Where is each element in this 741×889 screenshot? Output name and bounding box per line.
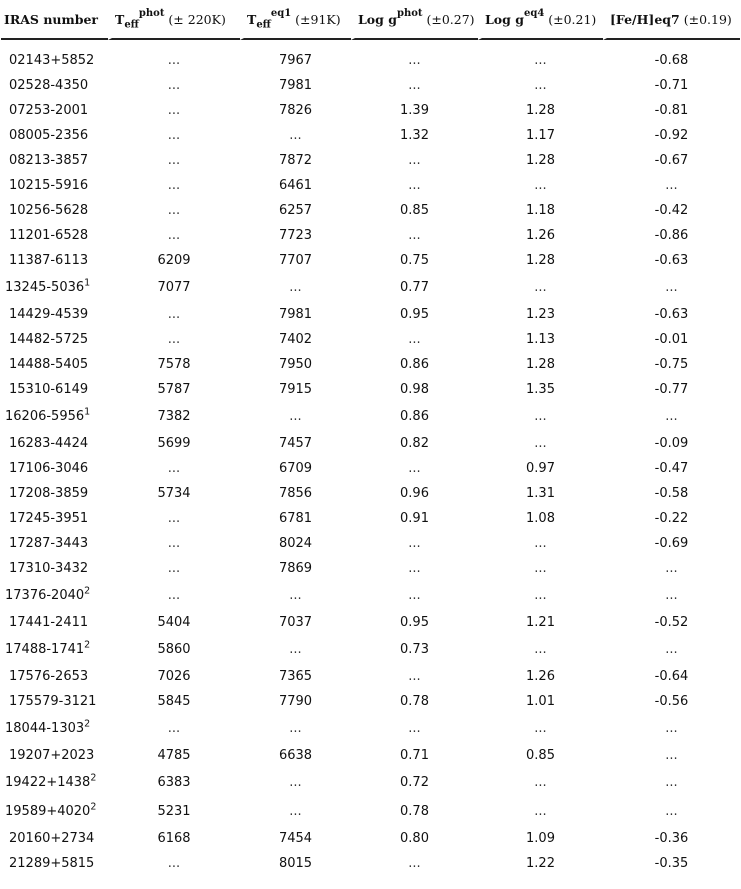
teff-eq1-cell: ...	[289, 128, 302, 143]
logg-eq4-cell: ...	[534, 642, 547, 657]
table-row	[1, 689, 740, 714]
teff-phot-cell: ...	[167, 561, 181, 576]
table-row	[1, 402, 740, 431]
table-row	[1, 581, 740, 610]
teff-phot-cell: 5404	[157, 615, 191, 630]
feh-cell: -0.58	[654, 486, 689, 501]
teff-eq1-cell: 8015	[278, 856, 313, 871]
table-row	[1, 664, 740, 689]
iras-number-cell: 21289+5815	[9, 856, 95, 871]
logg-phot-cell: ...	[408, 332, 421, 347]
feh-cell: -0.68	[654, 53, 689, 68]
teff-eq1-cell: 7365	[278, 669, 313, 684]
teff-eq1-cell: 7037	[278, 615, 313, 630]
iras-number-cell: 17310-3432	[9, 561, 89, 576]
logg-phot-cell: ...	[408, 178, 421, 193]
feh-cell: ...	[665, 748, 678, 763]
iras-number-cell: 19207+2023	[9, 748, 95, 763]
stellar-parameters-table	[1, 0, 740, 876]
iras-number-cell: 175579-3121	[9, 694, 97, 709]
teff-phot-cell: 5231	[157, 804, 191, 819]
table-row	[1, 714, 740, 743]
table-row	[1, 610, 740, 635]
feh-cell: -0.01	[654, 332, 689, 347]
iras-number-cell: 14488-5405	[9, 357, 89, 372]
table-row	[1, 173, 740, 198]
footnote-marker: 2	[84, 585, 91, 597]
logg-phot-cell: 0.85	[400, 203, 429, 218]
logg-phot-cell: 0.91	[400, 511, 429, 526]
teff-phot-cell: ...	[167, 461, 181, 476]
teff-phot-cell: 4785	[157, 748, 191, 763]
table-row	[1, 431, 740, 456]
feh-cell: ...	[665, 178, 678, 193]
column-header-teff-eq1: $T_{eff}^{eq1}$ (±91K)	[240, 0, 351, 40]
logg-phot-cell: 0.96	[400, 486, 429, 501]
teff-eq1-cell: 7454	[278, 831, 313, 846]
teff-eq1-cell: 7872	[278, 153, 313, 168]
feh-cell: -0.64	[654, 669, 689, 684]
teff-phot-cell: ...	[167, 103, 181, 118]
teff-eq1-cell: 7981	[278, 307, 313, 322]
logg-eq4-cell: 1.18	[526, 203, 555, 218]
iras-number-cell: 17576-2653	[9, 669, 89, 684]
teff-phot-cell: 5734	[157, 486, 191, 501]
feh-cell: -0.22	[654, 511, 689, 526]
teff-phot-cell: ...	[167, 228, 181, 243]
feh-cell: -0.47	[654, 461, 689, 476]
feh-cell: -0.86	[654, 228, 689, 243]
iras-number-cell: 20160+2734	[9, 831, 95, 846]
feh-cell: ...	[665, 409, 678, 424]
footnote-marker: 2	[90, 801, 97, 813]
footnote-marker: 2	[84, 718, 91, 730]
logg-eq4-cell: 1.01	[526, 694, 555, 709]
teff-eq1-cell: 6638	[278, 748, 313, 763]
logg-phot-cell: 0.77	[400, 280, 429, 295]
logg-eq4-cell: ...	[534, 804, 547, 819]
logg-eq4-cell: 1.23	[526, 307, 555, 322]
logg-phot-cell: 0.78	[400, 804, 429, 819]
column-header-teff-phot: $T_{eff}^{phot}$ (± 220K)	[108, 0, 240, 40]
iras-number-cell: 11387-6113	[9, 253, 89, 268]
iras-number-cell: 18044-1303$^2$	[5, 718, 91, 736]
logg-eq4-cell: ...	[534, 436, 547, 451]
feh-cell: ...	[665, 588, 678, 603]
teff-phot-cell: ...	[167, 511, 181, 526]
table-row	[1, 635, 740, 664]
table-row	[1, 98, 740, 123]
column-header-feh-eq7: [Fe/H]eq7 (±0.19)	[603, 0, 740, 40]
logg-phot-cell: 0.98	[400, 382, 429, 397]
table-row	[1, 851, 740, 876]
logg-phot-cell: ...	[408, 461, 421, 476]
table-row	[1, 506, 740, 531]
logg-phot-cell: 0.75	[400, 253, 429, 268]
logg-phot-cell: ...	[408, 228, 421, 243]
logg-eq4-cell: 1.17	[526, 128, 555, 143]
iras-number-cell: 07253-2001	[9, 103, 89, 118]
logg-eq4-cell: ...	[534, 721, 547, 736]
iras-number-cell: 10215-5916	[9, 178, 89, 193]
logg-phot-cell: 0.95	[400, 615, 429, 630]
teff-phot-cell: 6168	[157, 831, 191, 846]
teff-eq1-cell: ...	[289, 642, 302, 657]
logg-phot-cell: ...	[408, 536, 421, 551]
table-row	[1, 148, 740, 173]
logg-eq4-cell: 1.21	[526, 615, 555, 630]
teff-phot-cell: 7382	[157, 409, 191, 424]
teff-eq1-cell: 7457	[278, 436, 313, 451]
teff-phot-cell: 6209	[157, 253, 191, 268]
iras-number-cell: $19589+4020^2$	[5, 801, 97, 819]
teff-eq1-cell: 7402	[278, 332, 313, 347]
table-row	[1, 768, 740, 797]
feh-cell: -0.69	[654, 536, 689, 551]
iras-number-cell: 08213-3857	[9, 153, 89, 168]
teff-eq1-cell: 7826	[278, 103, 313, 118]
teff-eq1-cell: ...	[289, 721, 302, 736]
logg-eq4-cell: ...	[534, 775, 547, 790]
teff-phot-cell: 5699	[157, 436, 191, 451]
logg-phot-cell: ...	[408, 53, 421, 68]
feh-cell: -0.63	[654, 253, 689, 268]
logg-phot-cell: ...	[408, 669, 421, 684]
iras-number-cell: 14482-5725	[9, 332, 89, 347]
logg-eq4-cell: 1.13	[526, 332, 555, 347]
teff-eq1-cell: 6257	[278, 203, 313, 218]
table-row	[1, 40, 740, 73]
logg-phot-cell: ...	[408, 856, 421, 871]
logg-phot-cell: 1.39	[400, 103, 429, 118]
logg-phot-cell: ...	[408, 78, 421, 93]
teff-phot-cell: 5860	[157, 642, 191, 657]
iras-number-cell: 17488-1741$^2$	[5, 639, 91, 657]
teff-eq1-cell: ...	[289, 409, 302, 424]
logg-phot-cell: 0.73	[400, 642, 429, 657]
table-row	[1, 456, 740, 481]
logg-phot-cell: 0.82	[400, 436, 429, 451]
feh-cell: -0.36	[654, 831, 689, 846]
table-row	[1, 302, 740, 327]
iras-number-cell: $19422+1438^2$	[5, 772, 97, 790]
feh-cell: -0.77	[654, 382, 689, 397]
logg-eq4-cell: 1.08	[526, 511, 555, 526]
feh-cell: ...	[665, 280, 678, 295]
feh-cell: -0.81	[654, 103, 689, 118]
teff-eq1-cell: 7967	[278, 53, 313, 68]
logg-eq4-cell: 1.35	[526, 382, 555, 397]
logg-phot-cell: ...	[408, 561, 421, 576]
table-row	[1, 123, 740, 148]
teff-phot-cell: ...	[167, 307, 181, 322]
table-row	[1, 223, 740, 248]
teff-eq1-cell: 6709	[278, 461, 313, 476]
teff-eq1-cell: 8024	[278, 536, 313, 551]
teff-phot-cell: ...	[167, 856, 181, 871]
teff-eq1-cell: ...	[289, 775, 302, 790]
iras-number-cell: 17376-2040$^2$	[5, 585, 91, 603]
iras-number-cell: 17208-3859	[9, 486, 89, 501]
iras-number-cell: 13245-5036$^1$	[5, 277, 91, 295]
teff-phot-cell: 7026	[157, 669, 191, 684]
logg-eq4-cell: 1.22	[526, 856, 555, 871]
logg-eq4-cell: 1.28	[526, 103, 555, 118]
logg-eq4-cell: 1.28	[526, 357, 555, 372]
teff-eq1-cell: 7790	[278, 694, 313, 709]
teff-eq1-cell: 6781	[278, 511, 313, 526]
logg-eq4-cell: 1.28	[526, 153, 555, 168]
logg-eq4-cell: ...	[534, 561, 547, 576]
logg-eq4-cell: 0.85	[526, 748, 555, 763]
feh-cell: -0.75	[654, 357, 689, 372]
teff-phot-cell: 6383	[157, 775, 191, 790]
teff-eq1-cell: ...	[289, 588, 302, 603]
feh-cell: -0.67	[654, 153, 689, 168]
teff-eq1-cell: ...	[289, 280, 302, 295]
feh-cell: -0.63	[654, 307, 689, 322]
teff-phot-cell: 7578	[157, 357, 191, 372]
logg-eq4-cell: 1.31	[526, 486, 555, 501]
iras-number-cell: 02528-4350	[9, 78, 89, 93]
footnote-marker: 1	[84, 406, 91, 418]
column-header-iras-number: IRAS number	[1, 0, 108, 40]
header-row	[1, 0, 740, 40]
logg-eq4-cell: ...	[534, 178, 547, 193]
logg-phot-cell: 0.86	[400, 357, 429, 372]
column-header-logg-eq4: Log $g^{eq4}$ (±0.21)	[478, 0, 603, 40]
iras-number-cell: 11201-6528	[9, 228, 89, 243]
logg-eq4-cell: ...	[534, 588, 547, 603]
footnote-marker: 2	[84, 639, 91, 651]
feh-cell: ...	[665, 642, 678, 657]
logg-eq4-cell: 1.26	[526, 669, 555, 684]
feh-cell: -0.71	[654, 78, 689, 93]
teff-eq1-cell: 6461	[278, 178, 313, 193]
teff-phot-cell: 5845	[157, 694, 191, 709]
logg-eq4-cell: ...	[534, 53, 547, 68]
logg-phot-cell: 0.80	[400, 831, 429, 846]
logg-eq4-cell: 1.28	[526, 253, 555, 268]
table-row	[1, 73, 740, 98]
logg-phot-cell: ...	[408, 153, 421, 168]
teff-phot-cell: 7077	[157, 280, 191, 295]
feh-cell: -0.52	[654, 615, 689, 630]
table-row	[1, 743, 740, 768]
footnote-marker: 2	[90, 772, 97, 784]
teff-eq1-cell: 7950	[278, 357, 313, 372]
teff-phot-cell: ...	[167, 153, 181, 168]
iras-number-cell: 10256-5628	[9, 203, 89, 218]
column-header-logg-phot: Log $g^{phot}$ (±0.27)	[351, 0, 478, 40]
table-row	[1, 531, 740, 556]
teff-phot-cell: ...	[167, 53, 181, 68]
feh-cell: -0.92	[654, 128, 689, 143]
iras-number-cell: 16283-4424	[9, 436, 89, 451]
logg-phot-cell: ...	[408, 588, 421, 603]
teff-phot-cell: ...	[167, 332, 181, 347]
iras-number-cell: 08005-2356	[9, 128, 89, 143]
teff-phot-cell: ...	[167, 536, 181, 551]
logg-phot-cell: 1.32	[400, 128, 429, 143]
logg-phot-cell: 0.86	[400, 409, 429, 424]
teff-phot-cell: ...	[167, 588, 181, 603]
logg-eq4-cell: ...	[534, 78, 547, 93]
table-row	[1, 198, 740, 223]
table-row	[1, 273, 740, 302]
iras-number-cell: 17245-3951	[9, 511, 89, 526]
iras-number-cell: 16206-5956$^1$	[5, 406, 91, 424]
teff-phot-cell: ...	[167, 721, 181, 736]
feh-cell: -0.42	[654, 203, 689, 218]
iras-number-cell: 02143+5852	[9, 53, 95, 68]
iras-number-cell: 14429-4539	[9, 307, 89, 322]
iras-number-cell: 17106-3046	[9, 461, 89, 476]
logg-phot-cell: 0.78	[400, 694, 429, 709]
table-row	[1, 797, 740, 826]
iras-number-cell: 17287-3443	[9, 536, 89, 551]
logg-phot-cell: 0.71	[400, 748, 429, 763]
teff-eq1-cell: 7915	[278, 382, 313, 397]
logg-phot-cell: ...	[408, 721, 421, 736]
logg-eq4-cell: ...	[534, 280, 547, 295]
teff-eq1-cell: 7869	[278, 561, 313, 576]
teff-phot-cell: ...	[167, 78, 181, 93]
teff-phot-cell: ...	[167, 203, 181, 218]
table-row	[1, 352, 740, 377]
table-row	[1, 481, 740, 506]
logg-eq4-cell: ...	[534, 536, 547, 551]
teff-phot-cell: ...	[167, 178, 181, 193]
teff-eq1-cell: 7707	[278, 253, 313, 268]
teff-eq1-cell: 7856	[278, 486, 313, 501]
teff-phot-cell: 5787	[157, 382, 191, 397]
feh-cell: ...	[665, 721, 678, 736]
logg-phot-cell: 0.95	[400, 307, 429, 322]
footnote-marker: 1	[84, 277, 91, 289]
feh-cell: -0.09	[654, 436, 689, 451]
logg-eq4-cell: 0.97	[526, 461, 555, 476]
feh-cell: ...	[665, 775, 678, 790]
logg-eq4-cell: ...	[534, 409, 547, 424]
logg-eq4-cell: 1.26	[526, 228, 555, 243]
teff-eq1-cell: ...	[289, 804, 302, 819]
feh-cell: -0.56	[654, 694, 689, 709]
table-row	[1, 556, 740, 581]
table-body	[1, 40, 740, 876]
iras-number-cell: 15310-6149	[9, 382, 89, 397]
table-row	[1, 826, 740, 851]
table-row	[1, 327, 740, 352]
teff-eq1-cell: 7981	[278, 78, 313, 93]
logg-eq4-cell: 1.09	[526, 831, 555, 846]
table-row	[1, 248, 740, 273]
iras-number-cell: 17441-2411	[9, 615, 89, 630]
teff-phot-cell: ...	[167, 128, 181, 143]
teff-eq1-cell: 7723	[278, 228, 313, 243]
feh-cell: ...	[665, 804, 678, 819]
logg-phot-cell: 0.72	[400, 775, 429, 790]
feh-cell: -0.35	[654, 856, 689, 871]
feh-cell: ...	[665, 561, 678, 576]
table-row	[1, 377, 740, 402]
